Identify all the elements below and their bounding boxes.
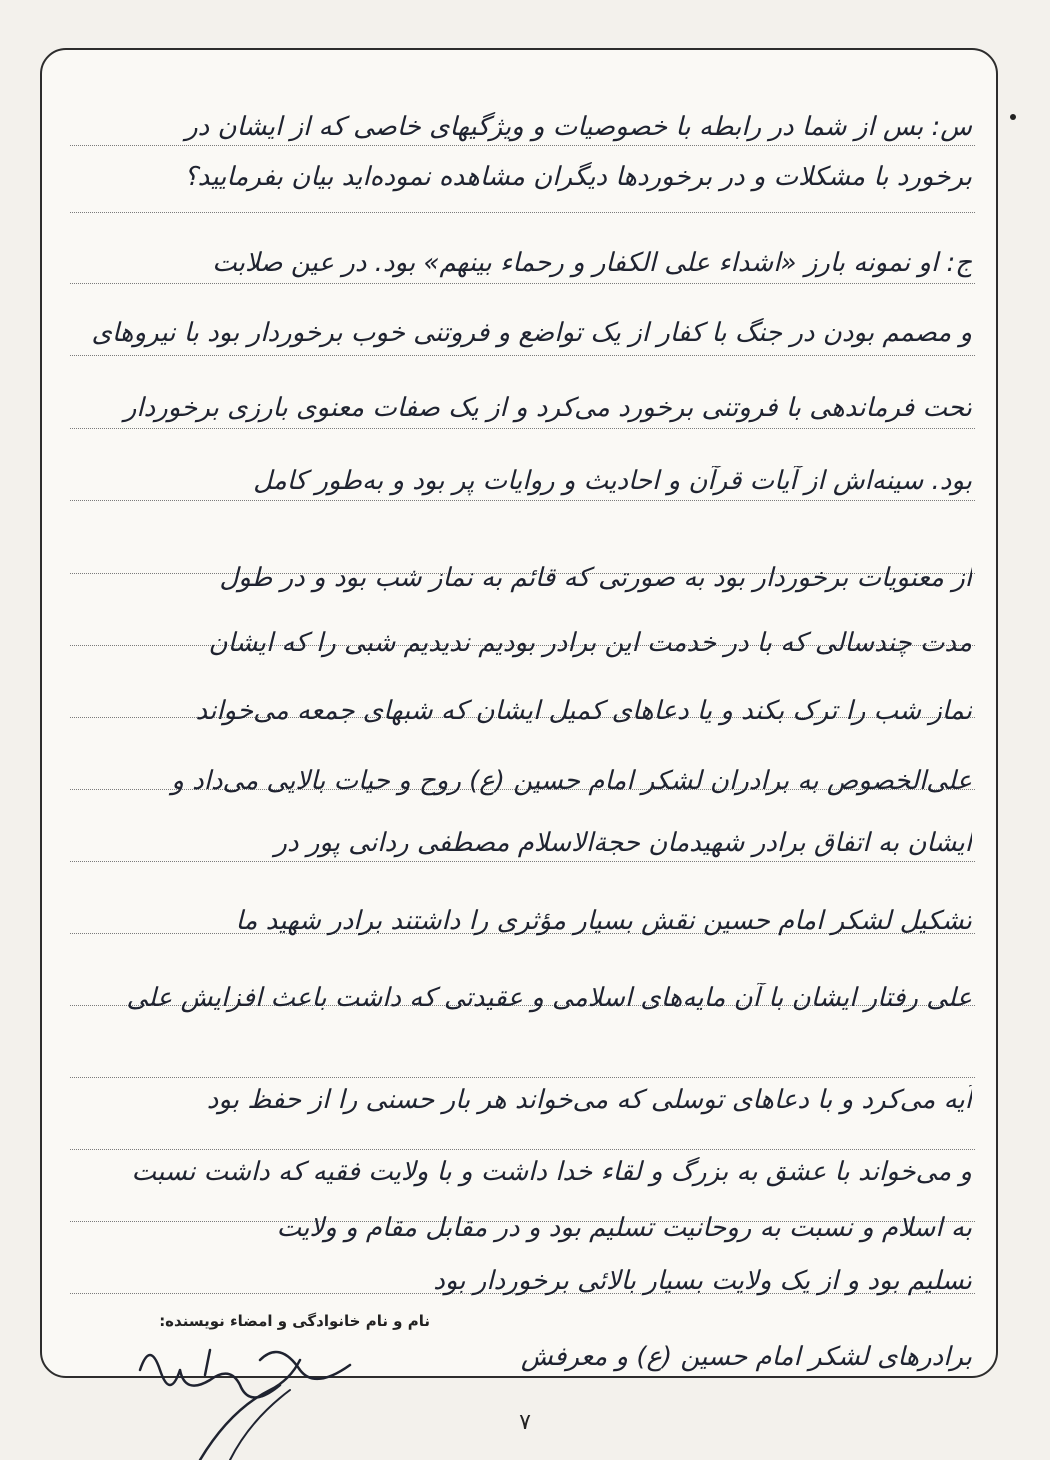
- handwriting-line: نماز شب را ترک بکند و یا دعاهای کمیل ایشان که شبهای جمعه می‌خواند: [195, 696, 972, 726]
- ruled-line: [70, 283, 975, 284]
- ruled-line: [70, 500, 975, 501]
- handwriting-line: از معنویات برخوردار بود به صورتی که قائم به نماز شب بود و در طول: [219, 563, 972, 593]
- handwriting-line: مدت چندسالی که با در خدمت این برادر بودیم ندیدیم شبی را که ایشان: [208, 628, 972, 658]
- handwriting-line: تشکیل لشکر امام حسین نقش بسیار مؤثری را داشتند برادر شهید ما: [235, 906, 972, 936]
- page-number: ۷: [519, 1410, 531, 1435]
- handwriting-line: به اسلام و نسبت به روحانیت تسلیم بود و در مقابل مقام و ولایت: [276, 1213, 972, 1243]
- handwriting-line: علی رفتار ایشان با آن مایه‌های اسلامی و عقیدتی که داشت باعث افزایش علی: [126, 983, 972, 1013]
- bullet-dot: [1010, 114, 1016, 120]
- handwriting-line: و مصمم بودن در جنگ با کفار از یک تواضع و فروتنی خوب برخوردار بود با نیروهای: [91, 318, 972, 348]
- handwriting-line: برادرهای لشکر امام حسین (ع) و معرفش: [520, 1342, 972, 1372]
- ruled-line: [70, 355, 975, 356]
- ruled-line: [70, 1149, 975, 1150]
- handwriting-line: تسلیم بود و از یک ولایت بسیار بالائی برخوردار بود: [433, 1266, 972, 1296]
- ruled-line: [70, 145, 975, 146]
- handwriting-line: آیه می‌کرد و با دعاهای توسلی که می‌خواند هر بار حسنی را از حفظ بود: [206, 1085, 972, 1115]
- handwriting-line: س: بس از شما در رابطه با خصوصیات و ویژگیهای خاصی که از ایشان در: [185, 112, 972, 142]
- ruled-line: [70, 1077, 975, 1078]
- handwriting-line: ج: او نمونه بارز «اشداء علی الکفار و رحماء بینهم» بود. در عین صلابت: [212, 248, 972, 278]
- handwriting-line: بود. سینه‌اش از آیات قرآن و احادیث و روایات پر بود و به‌طور کامل: [253, 466, 972, 496]
- ruled-line: [70, 861, 975, 862]
- ruled-line: [70, 428, 975, 429]
- handwriting-line: و می‌خواند با عشق به بزرگ و لقاء خدا داشت و با ولایت فقیه که داشت نسبت: [131, 1157, 972, 1187]
- handwriting-line: تحت فرماندهی با فروتنی برخورد می‌کرد و از یک صفات معنوی بارزی برخوردار: [123, 393, 972, 423]
- handwriting-line: برخورد با مشکلات و در برخوردها دیگران مشاهده نموده‌اید بیان بفرمایید؟: [183, 162, 972, 192]
- signature-icon: [120, 1330, 380, 1460]
- handwriting-line: علی‌الخصوص به برادران لشکر امام حسین (ع) روح و حیات بالایی می‌داد و: [171, 766, 972, 796]
- signature-label: نام و نام خانوادگی و امضاء نویسنده:: [159, 1312, 430, 1330]
- ruled-line: [70, 212, 975, 213]
- handwriting-line: ایشان به اتفاق برادر شهیدمان حجة‌الاسلام مصطفی ردانی پور در: [274, 828, 972, 858]
